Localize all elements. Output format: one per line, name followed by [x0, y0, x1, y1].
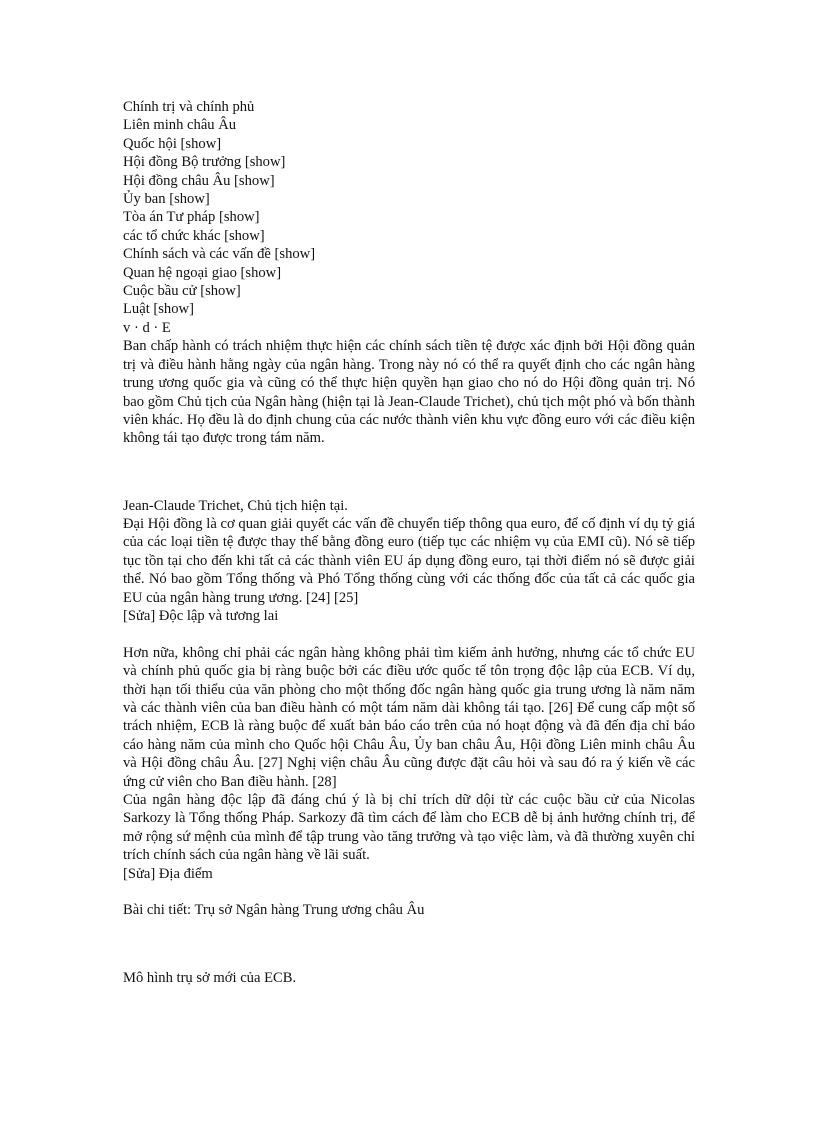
spacer: [123, 920, 695, 957]
paragraph-criticism: Của ngân hàng độc lập đã đáng chú ý là bị chỉ trích dữ dội từ các cuộc bầu cử của Nicolas Sarkozy là Tổng thống Pháp. Sarkozy đã tìm cách để làm cho ECB dễ bị ảnh hưởng chính trị, để mở rộng sứ mệnh của mình để tập trung vào tăng trưởng và tạo việc làm, và đã thường xuyên chỉ trích chính sách của ngân hàng về lãi suất.: [123, 792, 695, 864]
nav-item-court-of-justice[interactable]: Tòa án Tư pháp [show]: [123, 209, 260, 226]
paragraph-executive-board: Ban chấp hành có trách nhiệm thực hiện các chính sách tiền tệ được xác định bởi Hội đồng quản trị và điều hành hằng ngày của ngân hàng. Trong này nó có thể ra quyết định cho các ngân hàng trung ương quốc gia và cũng có thể thực hiện quyền hạn giao cho nó do Hội đồng quản trị. Nó bao gồm Chủ tịch của Ngân hàng (hiện tại là Jean-Claude Trichet), chủ tịch một phó và bốn thành viên khác. Họ đều là do định chung của các nước thành viên khu vực đồng euro với các điều kiện không tái tạo được trong tám năm.: [123, 338, 695, 447]
spacer: [123, 957, 695, 969]
nav-item-parliament[interactable]: Quốc hội [show]: [123, 135, 222, 152]
nav-item-foreign-relations[interactable]: Quan hệ ngoại giao [show]: [123, 264, 282, 281]
document-body: [123, 98, 695, 987]
spacer: [123, 625, 695, 643]
nav-item-other-bodies[interactable]: các tổ chức khác [show]: [123, 227, 265, 244]
nav-heading-politics: Chính trị và chính phủ: [123, 99, 255, 115]
spacer: [123, 485, 695, 497]
nav-item-policies[interactable]: Chính sách và các vấn đề [show]: [123, 246, 316, 263]
main-article-link[interactable]: Bài chi tiết: Trụ sở Ngân hàng Trung ương châu Âu: [123, 902, 425, 919]
spacer: [123, 883, 695, 901]
nav-item-commission[interactable]: Ủy ban [show]: [123, 191, 210, 208]
caption-trichet: Jean-Claude Trichet, Chủ tịch hiện tại.: [123, 497, 348, 514]
section-heading-independence[interactable]: [Sửa] Độc lập và tương lai: [123, 607, 279, 624]
paragraph-independence: Hơn nữa, không chỉ phải các ngân hàng không phải tìm kiếm ảnh hưởng, nhưng các tổ chức EU và chính phủ quốc gia bị ràng buộc bởi các điều ước quốc tế tôn trọng độc lập của ECB. Ví dụ, thời hạn tối thiểu của văn phòng cho một thống đốc ngân hàng quốc gia trung ương là năm năm và các thành viên của ban điều hành có một tám năm dài không tái tạo. [26] Để cung cấp một số trách nhiệm, ECB là ràng buộc để xuất bản báo cáo trên của nó hoạt động và đã đến địa chỉ báo cáo hàng năm của mình cho Quốc hội Châu Âu, Ủy ban châu Âu, Hội đồng Liên minh châu Âu và Hội đồng châu Âu. [27] Nghị viện châu Âu cũng được đặt câu hỏi và sau đó ra ý kiến về các ứng cử viên cho Ban điều hành. [28]: [123, 644, 695, 790]
spacer: [123, 448, 695, 485]
nav-item-european-council[interactable]: Hội đồng châu Âu [show]: [123, 172, 275, 189]
paragraph-general-council: Đại Hội đồng là cơ quan giải quyết các vấn đề chuyển tiếp thông qua euro, để cố định ví dụ tỷ giá của các loại tiền tệ được thay thế bằng đồng euro (tiếp tục các nhiệm vụ của EMI cũ). Nó sẽ tiếp tục tồn tại cho đến khi tất cả các thành viên EU áp dụng đồng euro, tại thời điểm nó sẽ được giải thể. Nó bao gồm Tổng thống và Phó Tổng thống cùng với các thống đốc của tất cả các quốc gia EU của ngân hàng trung ương. [24] [25]: [123, 515, 695, 606]
nav-item-law[interactable]: Luật [show]: [123, 301, 194, 318]
caption-new-headquarters: Mô hình trụ sở mới của ECB.: [123, 969, 297, 986]
nav-item-elections[interactable]: Cuộc bầu cử [show]: [123, 283, 241, 300]
nav-list: [123, 98, 695, 337]
nav-vde-links[interactable]: v · d · E: [123, 319, 171, 336]
section-heading-location[interactable]: [Sửa] Địa điểm: [123, 865, 213, 882]
nav-item-eu[interactable]: Liên minh châu Âu: [123, 117, 237, 134]
nav-item-council-ministers[interactable]: Hội đồng Bộ trưởng [show]: [123, 154, 286, 171]
